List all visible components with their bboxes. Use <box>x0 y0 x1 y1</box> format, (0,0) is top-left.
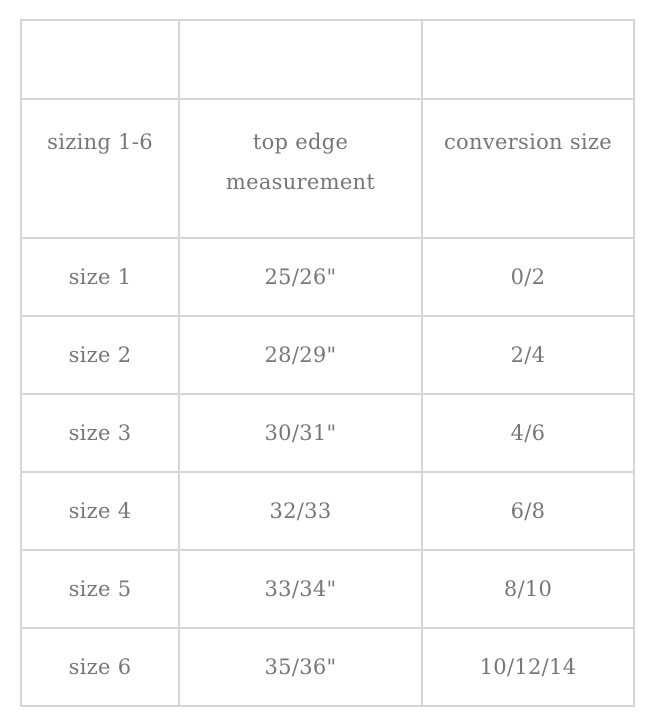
size-chart <box>20 19 635 707</box>
table-row <box>21 316 634 394</box>
header-sizing <box>21 99 179 238</box>
empty-cell <box>179 20 422 99</box>
empty-row <box>21 20 634 99</box>
table-row <box>21 472 634 550</box>
header-conversion-label: conversion size <box>443 130 613 154</box>
table-row <box>21 394 634 472</box>
measurement-cell: 30/31" <box>179 394 422 472</box>
header-sizing-label: sizing 1-6 <box>47 130 153 154</box>
table-row <box>21 238 634 316</box>
conversion-cell: 10/12/14 <box>422 628 634 706</box>
conversion-cell: 0/2 <box>422 238 634 316</box>
measurement-cell: 25/26" <box>179 238 422 316</box>
empty-cell <box>21 20 179 99</box>
conversion-cell: 8/10 <box>422 550 634 628</box>
table-row <box>21 550 634 628</box>
size-cell: size 3 <box>21 394 179 472</box>
measurement-cell: 32/33 <box>179 472 422 550</box>
measurement-cell: 35/36" <box>179 628 422 706</box>
empty-cell <box>422 20 634 99</box>
header-conversion <box>422 99 634 238</box>
size-cell: size 5 <box>21 550 179 628</box>
conversion-cell: 4/6 <box>422 394 634 472</box>
measurement-cell: 28/29" <box>179 316 422 394</box>
size-cell: size 2 <box>21 316 179 394</box>
size-cell: size 1 <box>21 238 179 316</box>
header-row <box>21 99 634 238</box>
header-measurement-label: top edge measurement <box>225 130 376 194</box>
header-measurement <box>179 99 422 238</box>
conversion-cell: 2/4 <box>422 316 634 394</box>
size-cell: size 6 <box>21 628 179 706</box>
table-row <box>21 628 634 706</box>
size-cell: size 4 <box>21 472 179 550</box>
conversion-cell: 6/8 <box>422 472 634 550</box>
size-table <box>20 19 635 707</box>
measurement-cell: 33/34" <box>179 550 422 628</box>
